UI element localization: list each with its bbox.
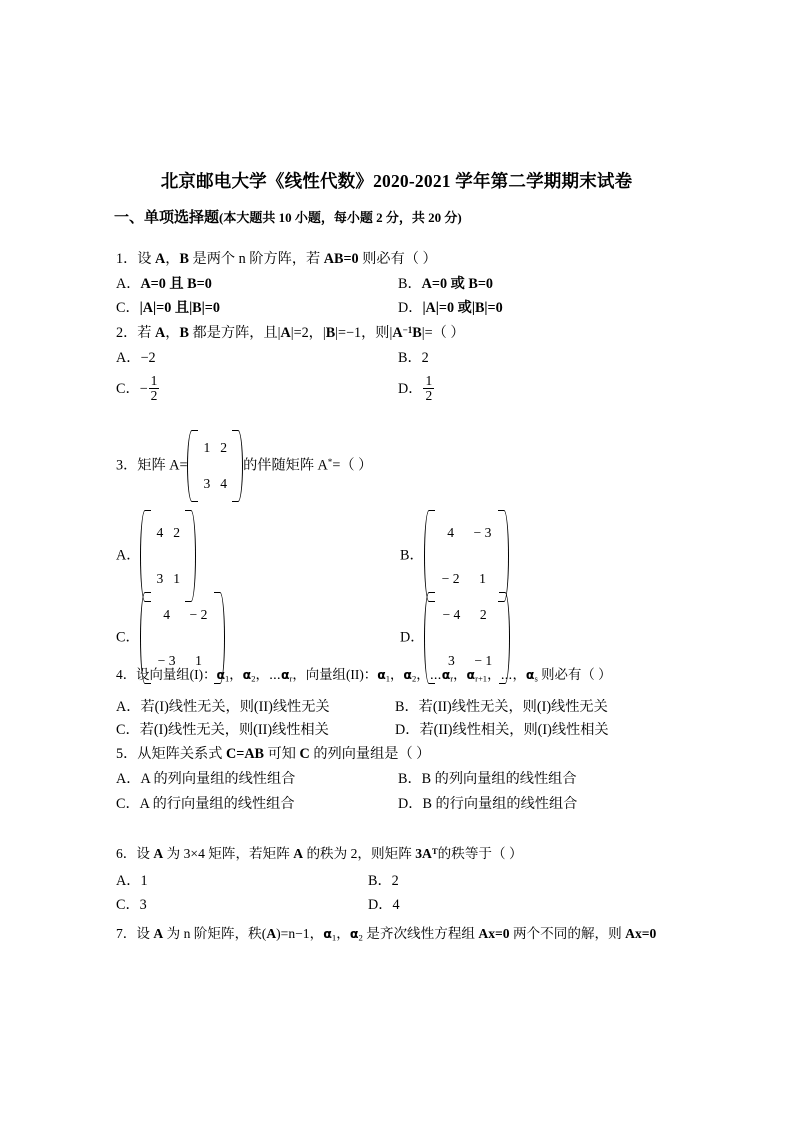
question-5-number: 5． [116, 746, 138, 762]
option-label: D． [398, 380, 423, 397]
question-3-stem-part2: 的伴随矩阵 A [243, 457, 328, 474]
option-label: B． [398, 276, 422, 292]
fraction-denominator: 2 [150, 388, 158, 404]
matrix-cell: 1 [479, 571, 486, 587]
question-1-option-b[interactable] [398, 277, 493, 291]
question-1-stem: 1．设 A，B 是两个 n 阶方阵，若 AB=0 则必有（ ） [116, 251, 437, 267]
option-text: |A|=0 且|B|=0 [139, 300, 220, 316]
question-6-option-d[interactable] [368, 898, 400, 912]
question-6-option-a[interactable] [116, 874, 148, 888]
question-3-option-a[interactable] [116, 510, 196, 602]
page-title: 北京邮电大学《线性代数》2020-2021 学年第二学期期末试卷 [160, 171, 633, 191]
option-label: C． [116, 796, 140, 812]
matrix-cell: 4 [163, 607, 170, 623]
matrix-cell: − 3 [473, 525, 492, 541]
option-label: A． [116, 699, 141, 715]
option-label: A． [116, 350, 141, 366]
question-3-option-b[interactable] [400, 510, 509, 602]
question-4-stem: 4．设向量组(I)：$\alpha_1$，$\alpha_2$，$\cdots\alpha_r$，向量组(II)：$\alpha_1$，$\alpha_2$，$\cdots\alpha_r$，$\alpha_{r+1}$，⋯，$\alpha_s$ 则必有（ ） [116, 667, 612, 684]
matrix-cell: 3 [156, 571, 164, 587]
question-5-stem: 5．从矩阵关系式 C=AB 可知 C 的列向量组是（ ） [116, 746, 431, 762]
question-5-option-d[interactable] [398, 797, 577, 811]
question-4-number: 4． [116, 667, 137, 682]
section-heading-sub: (本大题共 10 小题，每小题 2 分，共 20 分) [219, 210, 462, 225]
option-label: B． [398, 350, 422, 366]
fraction-numerator: 1 [150, 373, 158, 388]
matrix-cell: 4 [156, 525, 164, 541]
option-label: B． [368, 873, 392, 889]
option-label: C． [116, 897, 140, 913]
option-label: C． [116, 722, 140, 738]
fraction-denominator: 2 [425, 388, 433, 404]
question-4-option-a[interactable] [116, 700, 330, 714]
option-text: 若(I)线性无关，则(II)线性相关 [139, 722, 329, 738]
option-label: A． [116, 771, 141, 787]
matrix-cell: 1 [203, 440, 211, 456]
option-label: C． [116, 300, 140, 316]
option-text: 若(II)线性相关，则(I)线性相关 [419, 722, 609, 738]
option-text: B 的列向量组的线性组合 [421, 771, 577, 787]
option-text: 若(II)线性无关，则(I)线性无关 [418, 699, 608, 715]
question-2-option-b[interactable] [398, 351, 429, 365]
question-3-number: 3． [116, 457, 138, 474]
option-text: 2 [391, 873, 399, 889]
question-2-option-a[interactable] [116, 351, 156, 365]
option-label: D． [400, 629, 425, 646]
section-heading-main: 一、单项选择题 [114, 210, 220, 226]
matrix-cell: 2 [220, 440, 228, 456]
adjugate-star: * [327, 457, 333, 468]
matrix-cell: − 2 [441, 571, 460, 587]
minus-sign: − [139, 380, 148, 397]
option-label: B． [398, 771, 422, 787]
question-1-option-c[interactable] [116, 301, 220, 315]
question-1-option-a[interactable] [116, 277, 212, 291]
fraction-one-half [149, 374, 160, 403]
option-label: C． [116, 380, 140, 397]
option-label: D． [368, 897, 393, 913]
fraction-one-half [423, 374, 434, 403]
question-3-matrix-a [187, 430, 243, 502]
option-text: −2 [140, 350, 156, 366]
question-4-option-b[interactable] [395, 700, 608, 714]
matrix-cell: 1 [195, 653, 202, 669]
matrix-cell: 2 [479, 607, 487, 623]
option-text: 2 [421, 350, 429, 366]
question-7-number: 7． [116, 926, 137, 941]
option-matrix [424, 510, 510, 602]
matrix-cell: 4 [220, 476, 228, 492]
paren-right [185, 510, 196, 602]
option-label: D． [398, 300, 423, 316]
question-4-option-c[interactable] [116, 723, 329, 737]
option-label: A． [116, 276, 141, 292]
option-text: 3 [139, 897, 147, 913]
option-text: A=0 或 B=0 [421, 276, 494, 292]
paren-left [187, 430, 198, 502]
option-label: A． [116, 547, 141, 564]
matrix-cell: 4 [447, 525, 454, 541]
question-2-number: 2． [116, 325, 138, 341]
matrix-cell: − 1 [474, 653, 493, 669]
matrix-cell: 3 [203, 476, 211, 492]
option-text: 1 [140, 873, 148, 889]
question-3-stem-part1: 矩阵 A= [137, 457, 188, 474]
option-matrix [140, 510, 196, 602]
fraction-numerator: 1 [425, 373, 433, 388]
question-6-stem: 6．设 A 为 3×4 矩阵，若矩阵 A 的秩为 2，则矩阵 $3A^T$的秩等于（ ） [116, 846, 523, 861]
question-2-stem: 2．若 A，B 都是方阵，且|A|=2，|B|=−1，则$|A^{-1}B|=$（ ） [116, 324, 465, 341]
matrix-cell: 3 [447, 653, 455, 669]
option-text: A 的行向量组的线性组合 [139, 796, 295, 812]
option-label: D． [398, 796, 423, 812]
question-1-number: 1． [116, 251, 138, 267]
question-5-option-a[interactable] [116, 772, 295, 786]
option-text: B 的行向量组的线性组合 [422, 796, 578, 812]
question-3-stem-part3: =（ ） [332, 457, 373, 474]
paren-right [498, 510, 509, 602]
question-6-option-b[interactable] [368, 874, 399, 888]
option-text: A 的列向量组的线性组合 [140, 771, 296, 787]
option-label: B． [400, 547, 424, 564]
paren-left [424, 510, 435, 602]
question-5-option-b[interactable] [398, 772, 577, 786]
option-label: B． [395, 699, 419, 715]
option-text: 4 [392, 897, 400, 913]
option-label: A． [116, 873, 141, 889]
option-text: A=0 且 B=0 [140, 276, 212, 292]
question-5-option-c[interactable] [116, 797, 295, 811]
option-label: C． [116, 629, 140, 646]
option-label: D． [395, 722, 420, 738]
option-text: 若(I)线性无关，则(II)线性无关 [140, 699, 330, 715]
question-6-number: 6． [116, 846, 137, 861]
matrix-cell: 2 [173, 525, 181, 541]
paren-left [140, 510, 151, 602]
section-heading [114, 206, 462, 227]
question-3-stem [116, 430, 372, 502]
matrix-cell: − 3 [157, 653, 176, 669]
question-2-option-c[interactable] [116, 375, 160, 404]
question-7-stem: 7．设 A 为 n 阶矩阵，秩(A)=n−1，$\alpha_1$，$\alpha_2$ 是齐次线性方程组 Ax=0 两个不同的解，则 Ax=0 [116, 926, 657, 943]
question-2-option-d[interactable] [398, 375, 435, 404]
question-1-option-d[interactable] [398, 301, 503, 315]
matrix-cell: − 4 [442, 607, 461, 623]
matrix-cell: − 2 [189, 607, 208, 623]
matrix-cell: 1 [173, 571, 181, 587]
question-4-option-d[interactable] [395, 723, 609, 737]
paren-right [232, 430, 243, 502]
option-text: |A|=0 或|B|=0 [422, 300, 503, 316]
question-6-option-c[interactable] [116, 898, 147, 912]
